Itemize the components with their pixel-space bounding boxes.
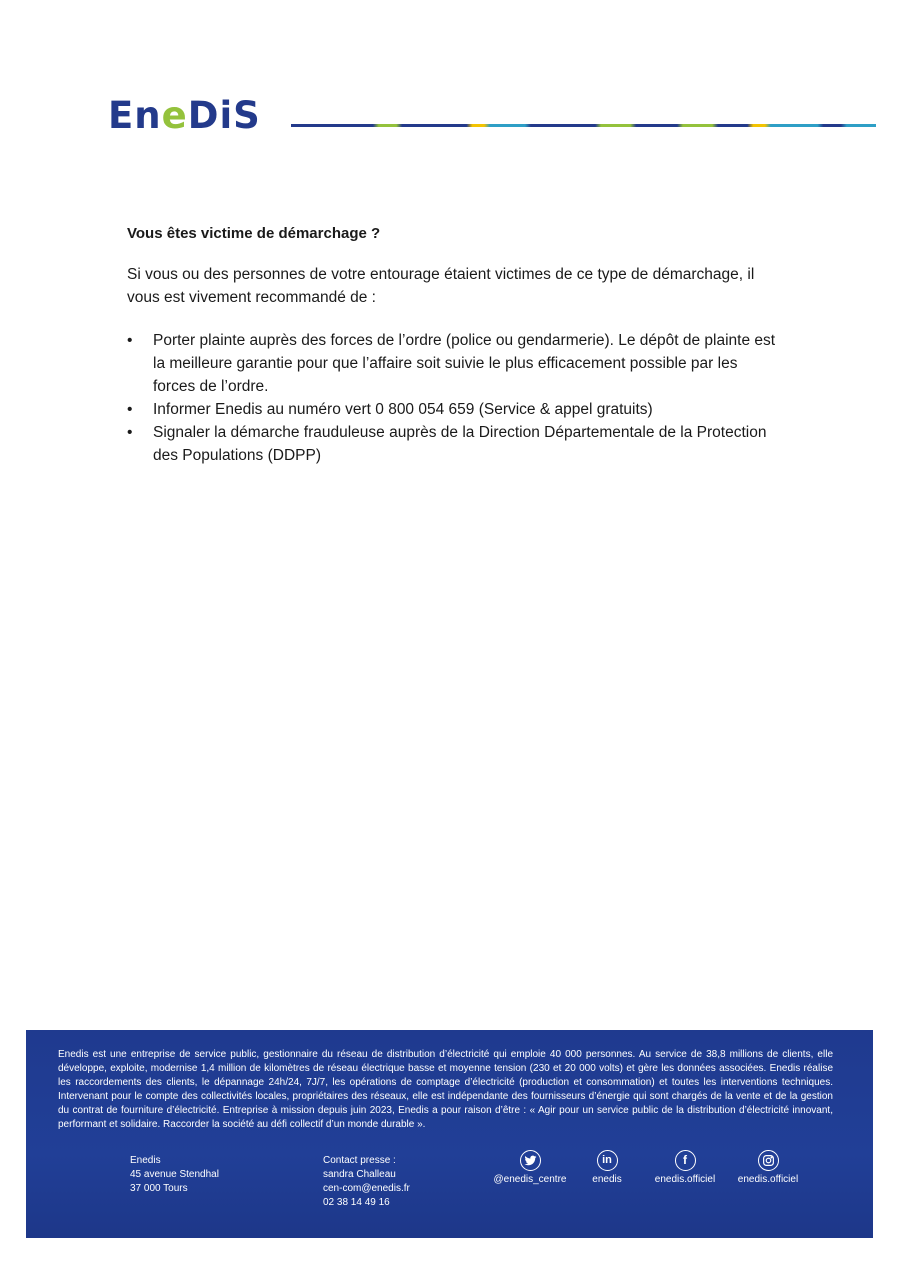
press-phone: 02 38 14 49 16: [323, 1197, 390, 1208]
recommendation-list: [127, 329, 777, 467]
facebook-glyph: f: [683, 1153, 687, 1167]
bullet-icon: •: [127, 424, 133, 441]
company-description: Enedis est une entreprise de service public, gestionnaire du réseau de distribution d’électricité qui emploie 40 000 personnes. Au service de 38,8 millions de clients, elle développe, exploite, modernise 1,4 million de kilomètres de réseau électrique basse et moyenne tension (230 et 20 000 volts) et gère les données associées. Enedis réalise les raccordements des clients, le dépannage 24h/24, 7J/7, les opérations de comptage d’électricité (production et consommation) et toutes les interventions techniques. Intervenant pour le compte des collectivités locales, propriétaires des réseaux, elle est indépendante des fournisseurs d’énergie qui sont chargés de la vente et de la gestion du contrat de fourniture d’électricité. Entreprise à mission depuis juin 2023, Enedis a pour raison d’être : « Agir pour un service public de la distribution d’électricité innovant, performant et solidaire. Raccorder la société au défi collectif d’un monde durable ».: [58, 1049, 833, 1130]
twitter-icon: [520, 1150, 541, 1171]
list-item-text: Informer Enedis au numéro vert 0 800 054 659 (Service & appel gratuits): [153, 401, 653, 418]
logo-text-end: DiS: [187, 94, 261, 137]
address-name: Enedis: [130, 1155, 161, 1166]
footer-banner: [26, 1030, 873, 1238]
list-item-text: Signaler la démarche frauduleuse auprès de la Direction Départementale de la Protection des Populations (DDPP): [153, 424, 767, 464]
social-instagram[interactable]: [730, 1150, 806, 1187]
social-linkedin[interactable]: [582, 1150, 632, 1187]
facebook-handle: enedis.officiel: [654, 1174, 716, 1185]
header-divider-line: [291, 124, 876, 127]
bullet-icon: •: [127, 401, 133, 418]
press-contact-block: [323, 1154, 410, 1210]
twitter-handle: @enedis_centre: [493, 1174, 567, 1185]
instagram-icon: [758, 1150, 779, 1171]
linkedin-icon: [597, 1150, 618, 1171]
intro-paragraph: Si vous ou des personnes de votre entourage étaient victimes de ce type de démarchage, il vous est vivement recommandé de :: [127, 266, 755, 306]
press-email[interactable]: cen-com@enedis.fr: [323, 1183, 410, 1194]
logo-text-start: En: [108, 94, 162, 137]
enedis-logo: [108, 96, 261, 136]
linkedin-handle: enedis: [592, 1174, 622, 1185]
list-item-text: Porter plainte auprès des forces de l’ordre (police ou gendarmerie). Le dépôt de plainte est la meilleure garantie pour que l’affaire soit suivie le plus efficacement possible par les forces de l’ordre.: [153, 332, 776, 395]
press-name: sandra Challeau: [323, 1169, 396, 1180]
list-item: [127, 421, 777, 467]
address-street: 45 avenue Stendhal: [130, 1169, 219, 1180]
list-item: [127, 398, 777, 421]
list-item: [127, 329, 777, 398]
instagram-handle: enedis.officiel: [737, 1174, 799, 1185]
linkedin-glyph: in: [602, 1154, 612, 1166]
social-twitter[interactable]: [492, 1150, 568, 1187]
address-block: [130, 1154, 219, 1196]
facebook-icon: [675, 1150, 696, 1171]
page-header: [108, 96, 878, 140]
section-title: Vous êtes victime de démarchage ?: [127, 225, 381, 242]
social-facebook[interactable]: [648, 1150, 722, 1187]
address-city: 37 000 Tours: [130, 1183, 188, 1194]
main-content: [127, 222, 777, 467]
press-label: Contact presse :: [323, 1155, 396, 1166]
bullet-icon: •: [127, 332, 133, 349]
logo-text-accent: e: [161, 94, 188, 137]
